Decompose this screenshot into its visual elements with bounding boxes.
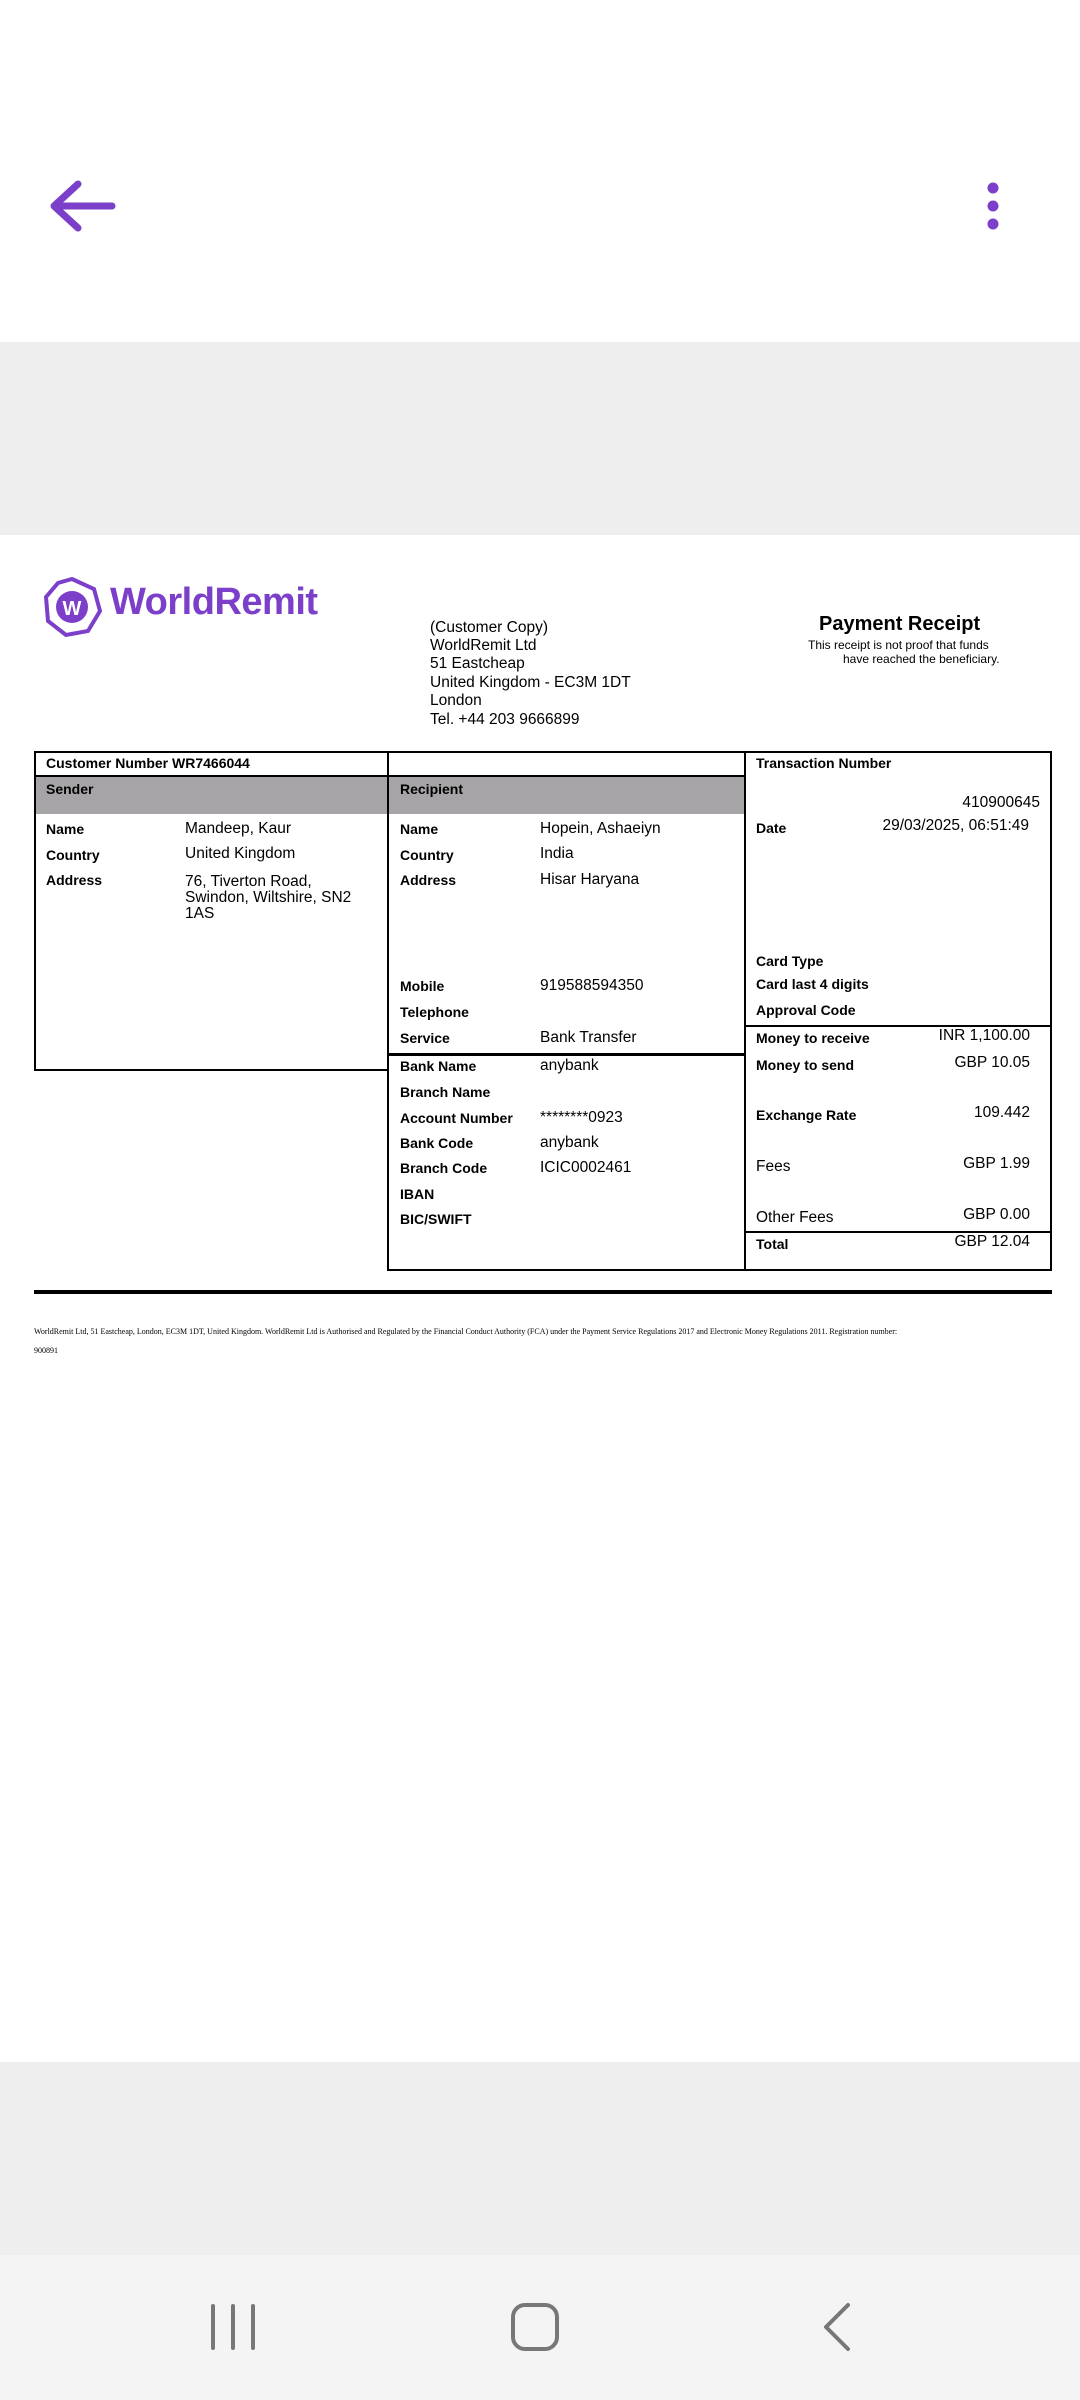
recipient-name-value: Hopein, Ashaeiyn <box>540 820 661 837</box>
system-nav-bar <box>0 2255 1080 2400</box>
receipt-title: Payment Receipt <box>819 613 981 635</box>
footer-rule <box>34 1290 1052 1294</box>
recipient-country-label: Country <box>400 847 454 863</box>
bank-name-value: anybank <box>540 1057 599 1074</box>
back-button[interactable] <box>40 170 130 245</box>
receipt-subtitle-1: This receipt is not proof that funds <box>808 638 989 652</box>
company-tel: Tel. +44 203 9666899 <box>430 711 580 728</box>
bank-name-label: Bank Name <box>400 1058 477 1074</box>
iban-label: IBAN <box>400 1186 435 1202</box>
recipient-heading: Recipient <box>400 781 464 797</box>
customer-number: Customer Number WR7466044 <box>46 755 250 771</box>
app-bar <box>0 0 1080 342</box>
recipient-service-value: Bank Transfer <box>540 1029 637 1046</box>
total-label: Total <box>756 1236 789 1252</box>
date-value: 29/03/2025, 06:51:49 <box>882 817 1029 834</box>
receipt-document[interactable] <box>0 535 1080 2062</box>
home-button[interactable] <box>505 2297 565 2357</box>
money-send-value: GBP 10.05 <box>954 1054 1030 1071</box>
recent-apps-button[interactable] <box>200 2297 266 2357</box>
card-type-label: Card Type <box>756 953 824 969</box>
sender-address-line2: Swindon, Wiltshire, SN2 <box>185 889 352 906</box>
nav-back-button[interactable] <box>812 2297 862 2357</box>
sender-name-label: Name <box>46 821 85 837</box>
sender-address-line1: 76, Tiverton Road, <box>185 873 312 890</box>
date-label: Date <box>756 820 787 836</box>
more-options-button[interactable] <box>965 170 1025 290</box>
arrow-left-icon <box>40 170 130 245</box>
recipient-name-label: Name <box>400 821 439 837</box>
bic-swift-label: BIC/SWIFT <box>400 1211 472 1227</box>
sender-country-label: Country <box>46 847 100 863</box>
logo-wordmark: WorldRemit <box>110 581 318 623</box>
recipient-service-label: Service <box>400 1030 450 1046</box>
viewer-bottom-margin <box>0 2062 1080 2255</box>
sender-address-line3: 1AS <box>185 905 215 922</box>
recipient-address-label: Address <box>400 872 457 888</box>
more-vertical-icon <box>965 170 1025 290</box>
legal-footer-line2: 900891 <box>34 1346 58 1355</box>
exchange-rate-value: 109.442 <box>973 1104 1030 1121</box>
branch-code-value: ICIC0002461 <box>540 1159 632 1176</box>
legal-footer-line1: WorldRemit Ltd, 51 Eastcheap, London, EC3M 1DT, United Kingdom. WorldRemit Ltd is Authorised and Regulated by the Financial Conduct Authority (FCA) under the Payment Service Regulations 2017 and Electronic Money Regulations 2011. Registration number: <box>34 1327 898 1336</box>
recipient-country-value: India <box>540 845 574 862</box>
transaction-number-value: 410900645 <box>962 794 1040 811</box>
money-send-label: Money to send <box>756 1057 855 1073</box>
other-fees-value: GBP 0.00 <box>963 1206 1030 1223</box>
back-chevron-icon <box>812 2297 862 2357</box>
money-receive-label: Money to receive <box>756 1030 870 1046</box>
sender-name-value: Mandeep, Kaur <box>185 820 291 837</box>
branch-name-label: Branch Name <box>400 1084 491 1100</box>
bank-code-value: anybank <box>540 1134 599 1151</box>
transaction-number-label: Transaction Number <box>756 755 892 771</box>
company-name: WorldRemit Ltd <box>430 637 537 654</box>
recipient-address-value: Hisar Haryana <box>540 871 640 888</box>
total-value: GBP 12.04 <box>954 1233 1030 1250</box>
bank-code-label: Bank Code <box>400 1135 474 1151</box>
sender-address-label: Address <box>46 872 103 888</box>
worldremit-logo-icon <box>42 577 102 637</box>
branch-code-label: Branch Code <box>400 1160 488 1176</box>
viewer-top-margin <box>0 342 1080 535</box>
recipient-telephone-label: Telephone <box>400 1004 469 1020</box>
recent-apps-icon <box>200 2297 266 2357</box>
recipient-mobile-value: 919588594350 <box>540 977 644 994</box>
sender-heading: Sender <box>46 781 94 797</box>
exchange-rate-label: Exchange Rate <box>756 1107 857 1123</box>
account-number-value: ********0923 <box>540 1109 623 1126</box>
card-last4-label: Card last 4 digits <box>756 976 869 992</box>
recipient-mobile-label: Mobile <box>400 978 445 994</box>
account-number-label: Account Number <box>400 1110 513 1126</box>
sender-country-value: United Kingdom <box>185 845 296 862</box>
money-receive-value: INR 1,100.00 <box>938 1027 1030 1044</box>
copy-label: (Customer Copy) <box>430 619 548 636</box>
approval-code-label: Approval Code <box>756 1002 856 1018</box>
other-fees-label: Other Fees <box>756 1209 834 1226</box>
fees-label: Fees <box>756 1158 791 1175</box>
company-city: London <box>430 692 482 709</box>
home-icon <box>505 2297 565 2357</box>
receipt-subtitle-2: have reached the beneficiary. <box>843 652 1000 666</box>
company-region: United Kingdom - EC3M 1DT <box>430 674 631 691</box>
fees-value: GBP 1.99 <box>963 1155 1030 1172</box>
company-street: 51 Eastcheap <box>430 655 525 672</box>
svg-text:W: W <box>62 598 82 620</box>
